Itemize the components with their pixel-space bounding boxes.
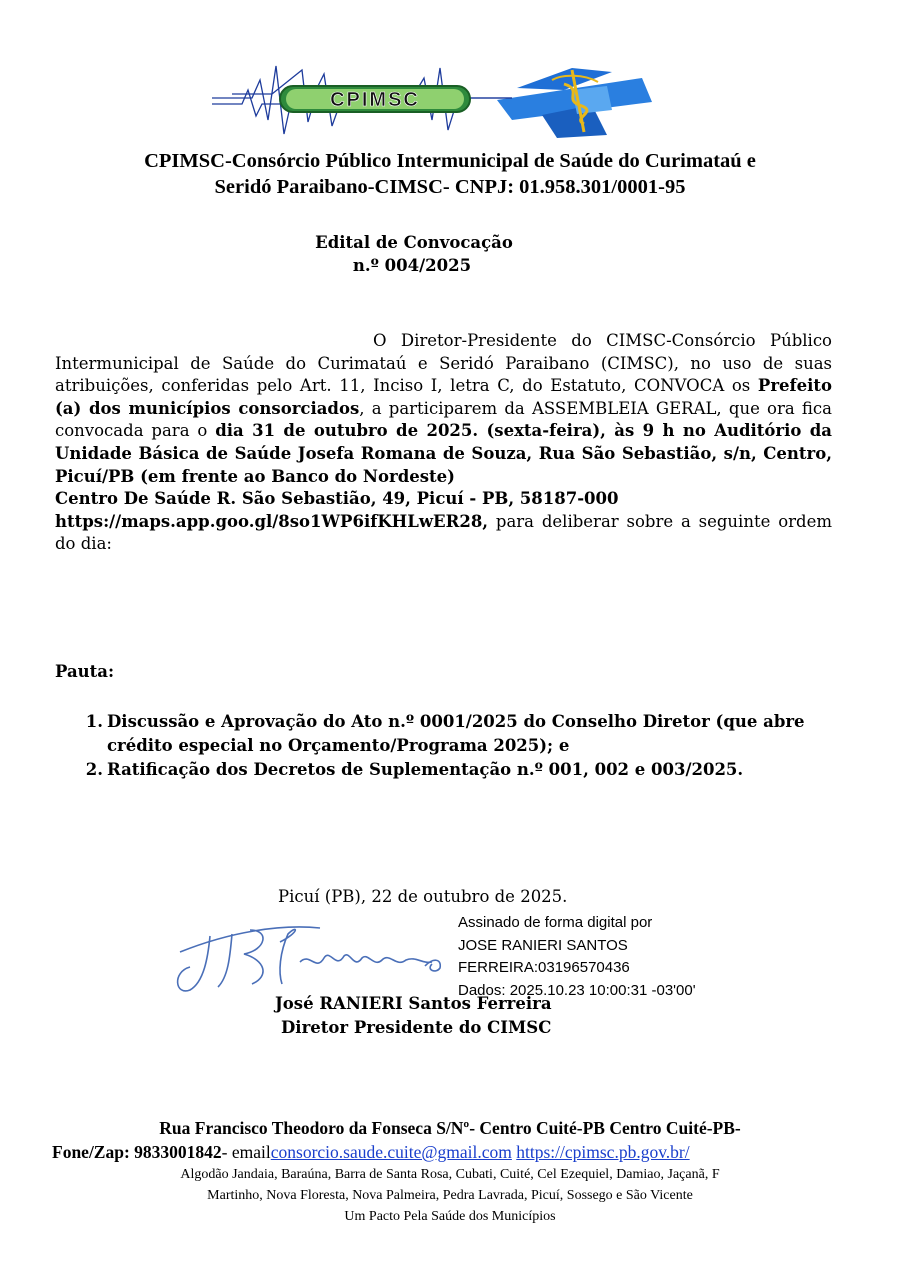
handwritten-signature [170,912,470,1002]
meeting-address: Centro De Saúde R. São Sebastião, 49, Picuí - PB, 58187-000 [55,489,619,509]
svg-text:CPIMSC: CPIMSC [330,89,420,111]
cpimsc-logo-graphic [212,60,692,140]
footer-email-link[interactable]: consorcio.saude.cuite@gmail.com [270,1142,512,1162]
cpimsc-logo [212,60,692,140]
list-item: 2. Ratificação dos Decretos de Suplementação n.º 001, 002 e 003/2025. [85,760,744,779]
edital-number: n.º 004/2025 [352,256,472,275]
footer-phone: Fone/Zap: 9833001842 [52,1142,222,1162]
logo-banner [280,86,470,112]
maps-paragraph: https://maps.app.goo.gl/8so1WP6ifKHLwER28, para deliberar sobre a seguinte ordem do dia: [55,511,832,554]
signer-role: Diretor Presidente do CIMSC [281,1018,552,1037]
footer-municipalities-line1: Algodão Jandaia, Baraúna, Barra de Santa Rosa, Cubati, Cuité, Cel Ezequiel, Damiao, Jaçanã, F [180,1167,720,1182]
document-date: Picuí (PB), 22 de outubro de 2025. [278,887,568,906]
footer-municipalities-line2: Martinho, Nova Floresta, Nova Palmeira, Pedra Lavrada, Picuí, Sossego e São Vicente [207,1188,693,1203]
footer-contact: Fone/Zap: 9833001842- emailconsorcio.saude.cuite@gmail.com https://cpimsc.pb.gov.br/ [52,1142,690,1162]
digital-signature-stamp: Assinado de forma digital por JOSE RANIERI SANTOS FERREIRA:03196570436 Dados: 2025.10.23 10:00:31 -03'00' [458,914,696,999]
signature-icon [170,912,470,1002]
footer-address: Rua Francisco Theodoro da Fonseca S/Nº- Centro Cuité-PB Centro Cuité-PB- [159,1118,741,1138]
footer-slogan: Um Pacto Pela Saúde dos Municípios [344,1209,556,1224]
signer-block [275,992,552,1040]
meeting-details: dia 31 de outubro de 2025. (sexta-feira), às 9 h no Auditório da Unidade Básica de Saúde Josefa Romana de Souza, Rua São Sebastião, s/n, Centro, Picuí/PB (em frente ao Banco do Nordeste) [55,421,833,486]
edital-title: Edital de Convocação [315,233,513,252]
convocation-paragraph: O Diretor-Presidente do CIMSC-Consórcio Público Intermunicipal de Saúde do Curimataú e Seridó Paraibano (CIMSC), no uso de suas atribuições, conferidas pelo Art. 11, Inciso I, letra C, do Estatuto, CONVOCA os Prefeito (a) dos municípios consorciados, a participarem da ASSEMBLEIA GERAL, que ora fica convocada para o dia 31 de outubro de 2025. (sexta-feira), às 9 h no Auditório da Unidade Básica de Saúde Josefa Romana de Souza, Rua São Sebastião, s/n, Centro, Picuí/PB (em frente ao Banco do Nordeste) [55,331,833,486]
signer-name: José RANIERI Santos Ferreira [275,994,552,1013]
organization-title [40,148,860,200]
maps-link[interactable]: https://maps.app.goo.gl/8so1WP6ifKHLwER28, [55,511,489,531]
pauta-list [55,710,855,782]
list-item: 1. Discussão e Aprovação do Ato n.º 0001/2025 do Conselho Diretor (que abre crédito especial no Orçamento/Programa 2025); e [85,712,805,755]
organization-title-line1: CPIMSC-Consórcio Público Intermunicipal de Saúde do Curimataú e [144,150,756,172]
convocation-body [55,330,832,556]
organization-title-line2: Seridó Paraibano-CIMSC- CNPJ: 01.958.301/0001-95 [214,176,686,198]
footer [30,1116,870,1227]
convoked-parties: Prefeito (a) dos municípios consorciados [55,376,832,418]
edital-heading [0,231,820,277]
footer-website-link[interactable]: https://cpimsc.pb.gov.br/ [516,1142,690,1162]
pauta-label: Pauta: [55,662,115,681]
